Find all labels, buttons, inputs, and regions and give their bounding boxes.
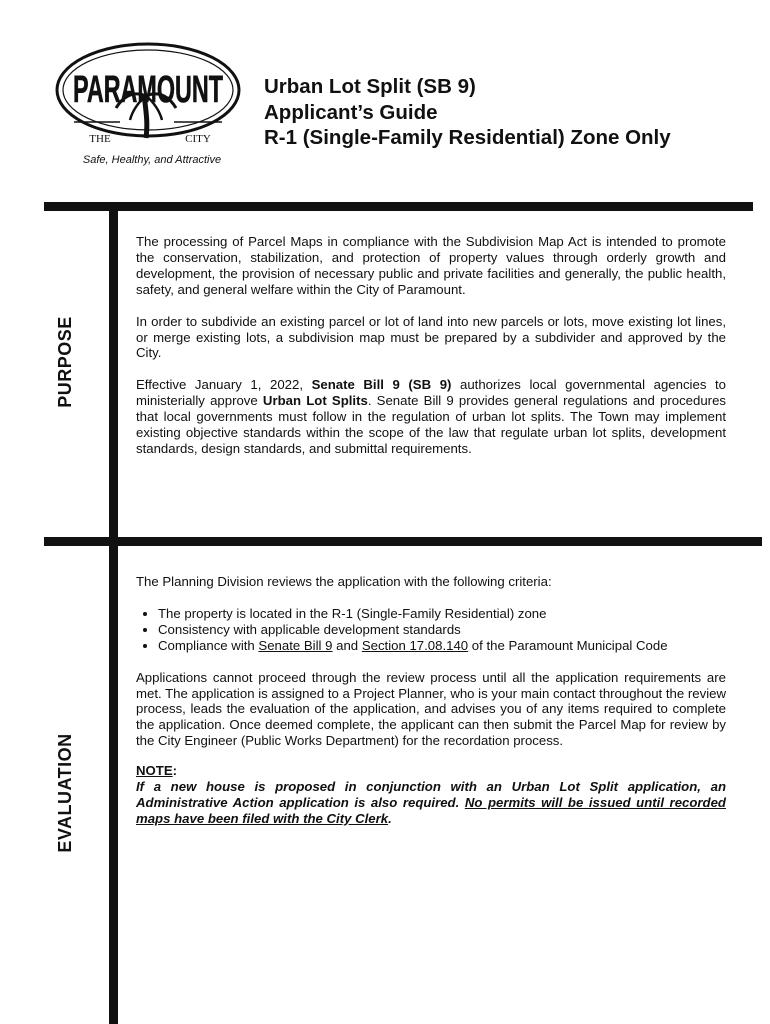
purpose-paragraph-3: Effective January 1, 2022, Senate Bill 9 (SB 9) authorizes local governmental agencies to ministerially approve Urban Lot Splits. Senate Bill 9 provides general regulations and procedures that local governments must follow in the regulation of urban lot splits. The Town may implement existing objective standards within the scope of the law that regulate urban lot splits, development standards, design standards, and submittal requirements. (136, 377, 727, 456)
evaluation-top-rule (44, 537, 762, 546)
document-title (264, 74, 671, 151)
senate-bill-9-link[interactable]: Senate Bill 9 (258, 637, 333, 653)
logo-the: THE (89, 133, 111, 145)
criteria-list (136, 606, 726, 654)
criteria-item: • Consistency with applicable development standards (158, 622, 726, 638)
evaluation-label: EVALUATION (55, 733, 75, 853)
purpose-content (136, 234, 726, 473)
logo-tagline: Safe, Healthy, and Attractive (82, 154, 222, 166)
note-heading: NOTE (136, 763, 173, 779)
logo-city: CITY (185, 133, 211, 145)
purpose-paragraph-1: The processing of Parcel Maps in compliance with the Subdivision Map Act is intended to promote the conservation, stabilization, and protection of property values through orderly growth and development, the provision of necessary public and private facilities and generally, the public health, safety, and general welfare within the City of Paramount. (136, 234, 726, 297)
evaluation-intro: The Planning Division reviews the application with the following criteria: (136, 574, 552, 589)
paramount-seal-icon (52, 42, 244, 170)
title-line-1: Urban Lot Split (SB 9) (264, 75, 476, 98)
section-17-08-140-link[interactable]: Section 17.08.140 (361, 637, 469, 653)
note-underlined-text: No permits will be issued until recorded maps have been filed with the City Clerk (136, 794, 726, 826)
title-line-2: Applicant’s Guide (264, 100, 438, 124)
purpose-label: PURPOSE (55, 316, 75, 408)
section-divider-line (109, 206, 118, 1024)
evaluation-content (136, 574, 726, 827)
purpose-top-rule (44, 202, 753, 211)
logo-name: PARAMOUNT (73, 69, 223, 111)
note-block: NOTE: If a new house is proposed in conjunction with an Urban Lot Split application, an Administrative Action application is also required. No permits will be issued until recorded maps have been filed with the City Clerk. (136, 763, 726, 826)
purpose-paragraph-2: In order to subdivide an existing parcel or lot of land into new parcels or lots, move existing lot lines, or merge existing lots, a subdivision map must be prepared by a subdivider and approved by the City. (136, 313, 726, 361)
criteria-item: • The property is located in the R-1 (Single-Family Residential) zone (158, 606, 726, 622)
title-line-3: R-1 (Single-Family Residential) Zone Only (264, 126, 671, 149)
paramount-city-logo (52, 42, 244, 170)
sb9-bold: Senate Bill 9 (SB 9) (311, 377, 452, 393)
criteria-item: • Compliance with Senate Bill 9 and Section 17.08.140 of the Paramount Municipal Code (158, 638, 726, 654)
urban-lot-splits-bold: Urban Lot Splits (262, 393, 368, 409)
evaluation-paragraph: Applications cannot proceed through the review process until all the application requirements are met. The application is assigned to a Project Planner, who is your main contact throughout the review process, leads the evaluation of the application, and advises you of any items required to complete the application. Once deemed complete, the applicant can then submit the Parcel Map for review by the City Engineer (Public Works Department) for the recordation process. (136, 669, 726, 749)
note-text: If a new house is proposed in conjunction with an Urban Lot Split application, an Administrative Action application is also required. No permits will be issued until recorded maps have been filed with the City Clerk. (136, 779, 726, 826)
